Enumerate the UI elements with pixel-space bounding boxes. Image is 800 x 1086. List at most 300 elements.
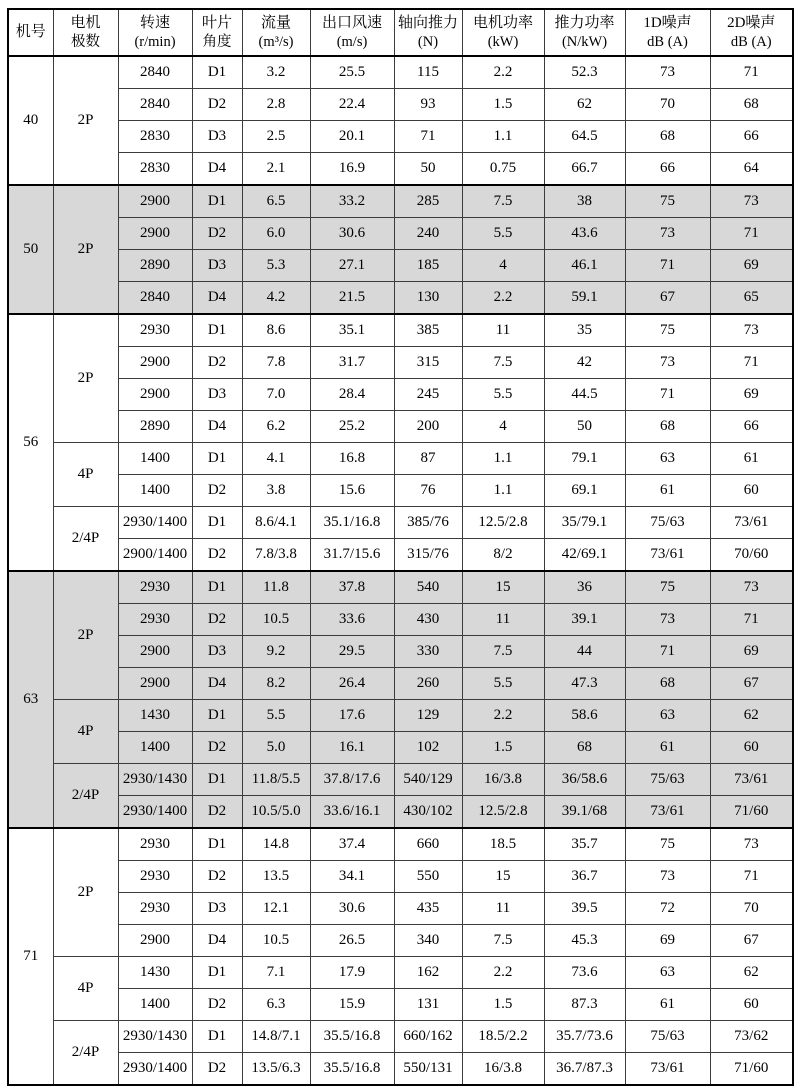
- noise-1d-cell: 63: [625, 700, 710, 732]
- motor-power-cell: 16/3.8: [462, 764, 544, 796]
- outlet-velocity-cell: 34.1: [310, 861, 394, 893]
- motor-power-cell: 16/3.8: [462, 1053, 544, 1086]
- pole-count-cell: 2P: [53, 56, 118, 185]
- blade-angle-cell: D1: [192, 571, 242, 604]
- motor-power-cell: 2.2: [462, 282, 544, 315]
- speed-cell: 2900: [118, 379, 192, 411]
- outlet-velocity-cell: 27.1: [310, 250, 394, 282]
- table-row: [8, 443, 793, 475]
- thrust-power-cell: 52.3: [544, 56, 625, 89]
- speed-cell: 2930/1430: [118, 764, 192, 796]
- col-header-axial-thrust: [394, 9, 462, 56]
- blade-angle-cell: D2: [192, 89, 242, 121]
- flow-cell: 3.8: [242, 475, 310, 507]
- motor-power-cell: 4: [462, 250, 544, 282]
- speed-cell: 2840: [118, 282, 192, 315]
- blade-angle-cell: D3: [192, 379, 242, 411]
- speed-cell: 2930/1400: [118, 796, 192, 829]
- thrust-power-cell: 35.7: [544, 828, 625, 861]
- noise-2d-cell: 73: [710, 185, 793, 218]
- motor-power-cell: 7.5: [462, 347, 544, 379]
- noise-2d-cell: 73: [710, 314, 793, 347]
- noise-2d-cell: 73/61: [710, 507, 793, 539]
- table-row: [8, 153, 793, 186]
- axial-thrust-cell: 87: [394, 443, 462, 475]
- header-line1: 电机功率: [472, 15, 533, 32]
- outlet-velocity-cell: 33.6/16.1: [310, 796, 394, 829]
- thrust-power-cell: 35: [544, 314, 625, 347]
- table-body: [8, 56, 793, 1085]
- axial-thrust-cell: 660/162: [394, 1021, 462, 1053]
- axial-thrust-cell: 430: [394, 604, 462, 636]
- noise-2d-cell: 60: [710, 732, 793, 764]
- speed-cell: 2890: [118, 411, 192, 443]
- motor-power-cell: 1.1: [462, 121, 544, 153]
- speed-cell: 2930: [118, 604, 192, 636]
- motor-power-cell: 1.1: [462, 475, 544, 507]
- noise-1d-cell: 63: [625, 957, 710, 989]
- speed-cell: 2900/1400: [118, 539, 192, 572]
- speed-cell: 2830: [118, 121, 192, 153]
- thrust-power-cell: 66.7: [544, 153, 625, 186]
- noise-1d-cell: 73: [625, 56, 710, 89]
- motor-power-cell: 11: [462, 604, 544, 636]
- speed-cell: 2930/1400: [118, 507, 192, 539]
- noise-2d-cell: 71: [710, 861, 793, 893]
- header-line1: 流量: [260, 15, 291, 32]
- blade-angle-cell: D4: [192, 153, 242, 186]
- outlet-velocity-cell: 20.1: [310, 121, 394, 153]
- noise-1d-cell: 71: [625, 379, 710, 411]
- outlet-velocity-cell: 33.2: [310, 185, 394, 218]
- blade-angle-cell: D2: [192, 796, 242, 829]
- noise-1d-cell: 75: [625, 828, 710, 861]
- motor-power-cell: 5.5: [462, 218, 544, 250]
- motor-power-cell: 1.1: [462, 443, 544, 475]
- outlet-velocity-cell: 37.8/17.6: [310, 764, 394, 796]
- outlet-velocity-cell: 37.8: [310, 571, 394, 604]
- thrust-power-cell: 39.1/68: [544, 796, 625, 829]
- outlet-velocity-cell: 15.9: [310, 989, 394, 1021]
- flow-cell: 8.2: [242, 668, 310, 700]
- axial-thrust-cell: 185: [394, 250, 462, 282]
- fan-spec-table: [7, 8, 794, 1086]
- speed-cell: 2890: [118, 250, 192, 282]
- col-header-outlet-velocity: [310, 9, 394, 56]
- table-row: [8, 250, 793, 282]
- motor-power-cell: 7.5: [462, 925, 544, 957]
- noise-1d-cell: 70: [625, 89, 710, 121]
- motor-power-cell: 15: [462, 861, 544, 893]
- flow-cell: 5.0: [242, 732, 310, 764]
- noise-1d-cell: 69: [625, 925, 710, 957]
- axial-thrust-cell: 130: [394, 282, 462, 315]
- noise-2d-cell: 66: [710, 411, 793, 443]
- speed-cell: 1400: [118, 443, 192, 475]
- table-row: [8, 539, 793, 572]
- motor-power-cell: 1.5: [462, 89, 544, 121]
- noise-2d-cell: 73: [710, 828, 793, 861]
- speed-cell: 1400: [118, 989, 192, 1021]
- thrust-power-cell: 36/58.6: [544, 764, 625, 796]
- axial-thrust-cell: 260: [394, 668, 462, 700]
- axial-thrust-cell: 550/131: [394, 1053, 462, 1086]
- outlet-velocity-cell: 33.6: [310, 604, 394, 636]
- flow-cell: 10.5: [242, 604, 310, 636]
- speed-cell: 2930: [118, 828, 192, 861]
- noise-2d-cell: 60: [710, 989, 793, 1021]
- blade-angle-cell: D2: [192, 347, 242, 379]
- flow-cell: 14.8/7.1: [242, 1021, 310, 1053]
- axial-thrust-cell: 540/129: [394, 764, 462, 796]
- axial-thrust-cell: 430/102: [394, 796, 462, 829]
- blade-angle-cell: D4: [192, 668, 242, 700]
- axial-thrust-cell: 71: [394, 121, 462, 153]
- blade-angle-cell: D2: [192, 604, 242, 636]
- col-header-flow: [242, 9, 310, 56]
- thrust-power-cell: 42/69.1: [544, 539, 625, 572]
- flow-cell: 3.2: [242, 56, 310, 89]
- noise-1d-cell: 67: [625, 282, 710, 315]
- outlet-velocity-cell: 17.9: [310, 957, 394, 989]
- blade-angle-cell: D1: [192, 1021, 242, 1053]
- table-row: [8, 893, 793, 925]
- axial-thrust-cell: 245: [394, 379, 462, 411]
- speed-cell: 2840: [118, 56, 192, 89]
- axial-thrust-cell: 550: [394, 861, 462, 893]
- motor-power-cell: 18.5/2.2: [462, 1021, 544, 1053]
- motor-power-cell: 0.75: [462, 153, 544, 186]
- pole-count-cell: 4P: [53, 700, 118, 764]
- blade-angle-cell: D1: [192, 185, 242, 218]
- outlet-velocity-cell: 37.4: [310, 828, 394, 861]
- axial-thrust-cell: 340: [394, 925, 462, 957]
- pole-count-cell: 4P: [53, 443, 118, 507]
- blade-angle-cell: D4: [192, 925, 242, 957]
- noise-2d-cell: 71: [710, 347, 793, 379]
- noise-1d-cell: 61: [625, 732, 710, 764]
- noise-1d-cell: 71: [625, 250, 710, 282]
- header-line1: 电机: [70, 15, 101, 32]
- outlet-velocity-cell: 35.1/16.8: [310, 507, 394, 539]
- axial-thrust-cell: 162: [394, 957, 462, 989]
- header-line2: (m³/s): [258, 33, 294, 50]
- noise-2d-cell: 69: [710, 250, 793, 282]
- thrust-power-cell: 36: [544, 571, 625, 604]
- col-header-blade-angle: [192, 9, 242, 56]
- header-line2: 角度: [202, 33, 232, 50]
- table-row: [8, 56, 793, 89]
- header-line2: (m/s): [336, 33, 368, 50]
- axial-thrust-cell: 115: [394, 56, 462, 89]
- header-line1: 转速: [139, 15, 170, 32]
- pole-count-cell: 2P: [53, 314, 118, 443]
- thrust-power-cell: 36.7: [544, 861, 625, 893]
- table-row: [8, 507, 793, 539]
- table-row: [8, 796, 793, 829]
- axial-thrust-cell: 330: [394, 636, 462, 668]
- thrust-power-cell: 39.1: [544, 604, 625, 636]
- noise-1d-cell: 71: [625, 636, 710, 668]
- thrust-power-cell: 45.3: [544, 925, 625, 957]
- blade-angle-cell: D1: [192, 764, 242, 796]
- outlet-velocity-cell: 26.4: [310, 668, 394, 700]
- noise-2d-cell: 71: [710, 218, 793, 250]
- motor-power-cell: 1.5: [462, 989, 544, 1021]
- header-line2: (N): [417, 33, 439, 50]
- noise-2d-cell: 60: [710, 475, 793, 507]
- thrust-power-cell: 43.6: [544, 218, 625, 250]
- axial-thrust-cell: 540: [394, 571, 462, 604]
- flow-cell: 8.6/4.1: [242, 507, 310, 539]
- noise-2d-cell: 71: [710, 56, 793, 89]
- table-row: [8, 732, 793, 764]
- thrust-power-cell: 64.5: [544, 121, 625, 153]
- noise-2d-cell: 71/60: [710, 796, 793, 829]
- axial-thrust-cell: 131: [394, 989, 462, 1021]
- motor-power-cell: 7.5: [462, 636, 544, 668]
- noise-1d-cell: 73: [625, 218, 710, 250]
- blade-angle-cell: D2: [192, 218, 242, 250]
- col-header-noise-2d: [710, 9, 793, 56]
- motor-power-cell: 12.5/2.8: [462, 796, 544, 829]
- axial-thrust-cell: 76: [394, 475, 462, 507]
- blade-angle-cell: D3: [192, 121, 242, 153]
- noise-1d-cell: 75/63: [625, 507, 710, 539]
- speed-cell: 2930/1430: [118, 1021, 192, 1053]
- table-row: [8, 571, 793, 604]
- outlet-velocity-cell: 25.2: [310, 411, 394, 443]
- noise-2d-cell: 69: [710, 379, 793, 411]
- col-header-motor-poles: [53, 9, 118, 56]
- outlet-velocity-cell: 26.5: [310, 925, 394, 957]
- pole-count-cell: 2P: [53, 571, 118, 700]
- table-row: [8, 411, 793, 443]
- flow-cell: 7.8: [242, 347, 310, 379]
- outlet-velocity-cell: 29.5: [310, 636, 394, 668]
- speed-cell: 1400: [118, 732, 192, 764]
- pole-count-cell: 4P: [53, 957, 118, 1021]
- flow-cell: 4.2: [242, 282, 310, 315]
- machine-number-cell: 63: [8, 571, 53, 828]
- flow-cell: 6.3: [242, 989, 310, 1021]
- outlet-velocity-cell: 16.1: [310, 732, 394, 764]
- flow-cell: 13.5/6.3: [242, 1053, 310, 1086]
- noise-1d-cell: 68: [625, 121, 710, 153]
- axial-thrust-cell: 129: [394, 700, 462, 732]
- table-row: [8, 764, 793, 796]
- table-row: [8, 1053, 793, 1086]
- blade-angle-cell: D2: [192, 475, 242, 507]
- speed-cell: 2930: [118, 893, 192, 925]
- header-line2: dB (A): [647, 33, 688, 50]
- thrust-power-cell: 62: [544, 89, 625, 121]
- thrust-power-cell: 44: [544, 636, 625, 668]
- noise-1d-cell: 68: [625, 411, 710, 443]
- motor-power-cell: 5.5: [462, 668, 544, 700]
- noise-1d-cell: 68: [625, 668, 710, 700]
- axial-thrust-cell: 435: [394, 893, 462, 925]
- speed-cell: 2930: [118, 861, 192, 893]
- blade-angle-cell: D2: [192, 861, 242, 893]
- blade-angle-cell: D2: [192, 1053, 242, 1086]
- noise-1d-cell: 73/61: [625, 1053, 710, 1086]
- motor-power-cell: 2.2: [462, 56, 544, 89]
- noise-1d-cell: 73: [625, 604, 710, 636]
- pole-count-cell: 2/4P: [53, 507, 118, 572]
- header-line2: (r/min): [134, 33, 176, 50]
- motor-power-cell: 8/2: [462, 539, 544, 572]
- outlet-velocity-cell: 30.6: [310, 218, 394, 250]
- motor-power-cell: 12.5/2.8: [462, 507, 544, 539]
- header-line1: 出口风速: [321, 15, 382, 32]
- noise-2d-cell: 69: [710, 636, 793, 668]
- table-row: [8, 121, 793, 153]
- flow-cell: 13.5: [242, 861, 310, 893]
- noise-2d-cell: 71/60: [710, 1053, 793, 1086]
- thrust-power-cell: 44.5: [544, 379, 625, 411]
- table-row: [8, 828, 793, 861]
- table-row: [8, 925, 793, 957]
- flow-cell: 6.5: [242, 185, 310, 218]
- noise-1d-cell: 63: [625, 443, 710, 475]
- pole-count-cell: 2P: [53, 828, 118, 957]
- axial-thrust-cell: 200: [394, 411, 462, 443]
- noise-2d-cell: 66: [710, 121, 793, 153]
- blade-angle-cell: D1: [192, 314, 242, 347]
- flow-cell: 7.1: [242, 957, 310, 989]
- noise-1d-cell: 75: [625, 571, 710, 604]
- flow-cell: 6.2: [242, 411, 310, 443]
- col-header-thrust-power: [544, 9, 625, 56]
- table-row: [8, 347, 793, 379]
- col-header-motor-power: [462, 9, 544, 56]
- thrust-power-cell: 35.7/73.6: [544, 1021, 625, 1053]
- axial-thrust-cell: 102: [394, 732, 462, 764]
- motor-power-cell: 4: [462, 411, 544, 443]
- axial-thrust-cell: 315/76: [394, 539, 462, 572]
- speed-cell: 2840: [118, 89, 192, 121]
- speed-cell: 1430: [118, 700, 192, 732]
- speed-cell: 2830: [118, 153, 192, 186]
- noise-2d-cell: 64: [710, 153, 793, 186]
- outlet-velocity-cell: 16.8: [310, 443, 394, 475]
- thrust-power-cell: 73.6: [544, 957, 625, 989]
- machine-number-cell: 71: [8, 828, 53, 1085]
- blade-angle-cell: D2: [192, 989, 242, 1021]
- thrust-power-cell: 79.1: [544, 443, 625, 475]
- flow-cell: 2.5: [242, 121, 310, 153]
- motor-power-cell: 1.5: [462, 732, 544, 764]
- header-line1: 1D噪声: [643, 15, 692, 32]
- pole-count-cell: 2/4P: [53, 764, 118, 829]
- speed-cell: 2930: [118, 314, 192, 347]
- col-header-noise-1d: [625, 9, 710, 56]
- table-row: [8, 314, 793, 347]
- blade-angle-cell: D1: [192, 507, 242, 539]
- flow-cell: 10.5: [242, 925, 310, 957]
- pole-count-cell: 2P: [53, 185, 118, 314]
- motor-power-cell: 11: [462, 893, 544, 925]
- table-row: [8, 475, 793, 507]
- axial-thrust-cell: 385/76: [394, 507, 462, 539]
- header-line1: 轴向推力: [397, 15, 458, 32]
- table-row: [8, 668, 793, 700]
- blade-angle-cell: D2: [192, 539, 242, 572]
- noise-2d-cell: 62: [710, 700, 793, 732]
- col-header-machine-no: [8, 9, 53, 56]
- outlet-velocity-cell: 31.7/15.6: [310, 539, 394, 572]
- table-row: [8, 1021, 793, 1053]
- thrust-power-cell: 47.3: [544, 668, 625, 700]
- header-line1: 推力功率: [554, 15, 615, 32]
- flow-cell: 8.6: [242, 314, 310, 347]
- noise-1d-cell: 73: [625, 347, 710, 379]
- axial-thrust-cell: 660: [394, 828, 462, 861]
- flow-cell: 5.5: [242, 700, 310, 732]
- motor-power-cell: 2.2: [462, 700, 544, 732]
- noise-2d-cell: 70: [710, 893, 793, 925]
- outlet-velocity-cell: 31.7: [310, 347, 394, 379]
- motor-power-cell: 5.5: [462, 379, 544, 411]
- table-row: [8, 89, 793, 121]
- thrust-power-cell: 42: [544, 347, 625, 379]
- flow-cell: 14.8: [242, 828, 310, 861]
- table-row: [8, 700, 793, 732]
- flow-cell: 11.8/5.5: [242, 764, 310, 796]
- header-line1: 2D噪声: [727, 15, 776, 32]
- noise-2d-cell: 62: [710, 957, 793, 989]
- axial-thrust-cell: 50: [394, 153, 462, 186]
- blade-angle-cell: D1: [192, 700, 242, 732]
- flow-cell: 7.0: [242, 379, 310, 411]
- axial-thrust-cell: 315: [394, 347, 462, 379]
- axial-thrust-cell: 285: [394, 185, 462, 218]
- flow-cell: 2.8: [242, 89, 310, 121]
- outlet-velocity-cell: 35.5/16.8: [310, 1053, 394, 1086]
- noise-2d-cell: 67: [710, 668, 793, 700]
- speed-cell: 2900: [118, 925, 192, 957]
- axial-thrust-cell: 93: [394, 89, 462, 121]
- noise-1d-cell: 75/63: [625, 1021, 710, 1053]
- flow-cell: 4.1: [242, 443, 310, 475]
- speed-cell: 2930/1400: [118, 1053, 192, 1086]
- noise-2d-cell: 71: [710, 604, 793, 636]
- table-row: [8, 185, 793, 218]
- table-row: [8, 282, 793, 315]
- thrust-power-cell: 36.7/87.3: [544, 1053, 625, 1086]
- table-row: [8, 604, 793, 636]
- axial-thrust-cell: 385: [394, 314, 462, 347]
- blade-angle-cell: D1: [192, 957, 242, 989]
- flow-cell: 2.1: [242, 153, 310, 186]
- noise-2d-cell: 73: [710, 571, 793, 604]
- speed-cell: 2930: [118, 571, 192, 604]
- thrust-power-cell: 59.1: [544, 282, 625, 315]
- col-header-speed: [118, 9, 192, 56]
- outlet-velocity-cell: 16.9: [310, 153, 394, 186]
- header-line2: (N/kW): [561, 33, 608, 50]
- thrust-power-cell: 68: [544, 732, 625, 764]
- machine-number-cell: 50: [8, 185, 53, 314]
- outlet-velocity-cell: 35.1: [310, 314, 394, 347]
- speed-cell: 1400: [118, 475, 192, 507]
- blade-angle-cell: D2: [192, 732, 242, 764]
- flow-cell: 11.8: [242, 571, 310, 604]
- flow-cell: 7.8/3.8: [242, 539, 310, 572]
- outlet-velocity-cell: 21.5: [310, 282, 394, 315]
- thrust-power-cell: 87.3: [544, 989, 625, 1021]
